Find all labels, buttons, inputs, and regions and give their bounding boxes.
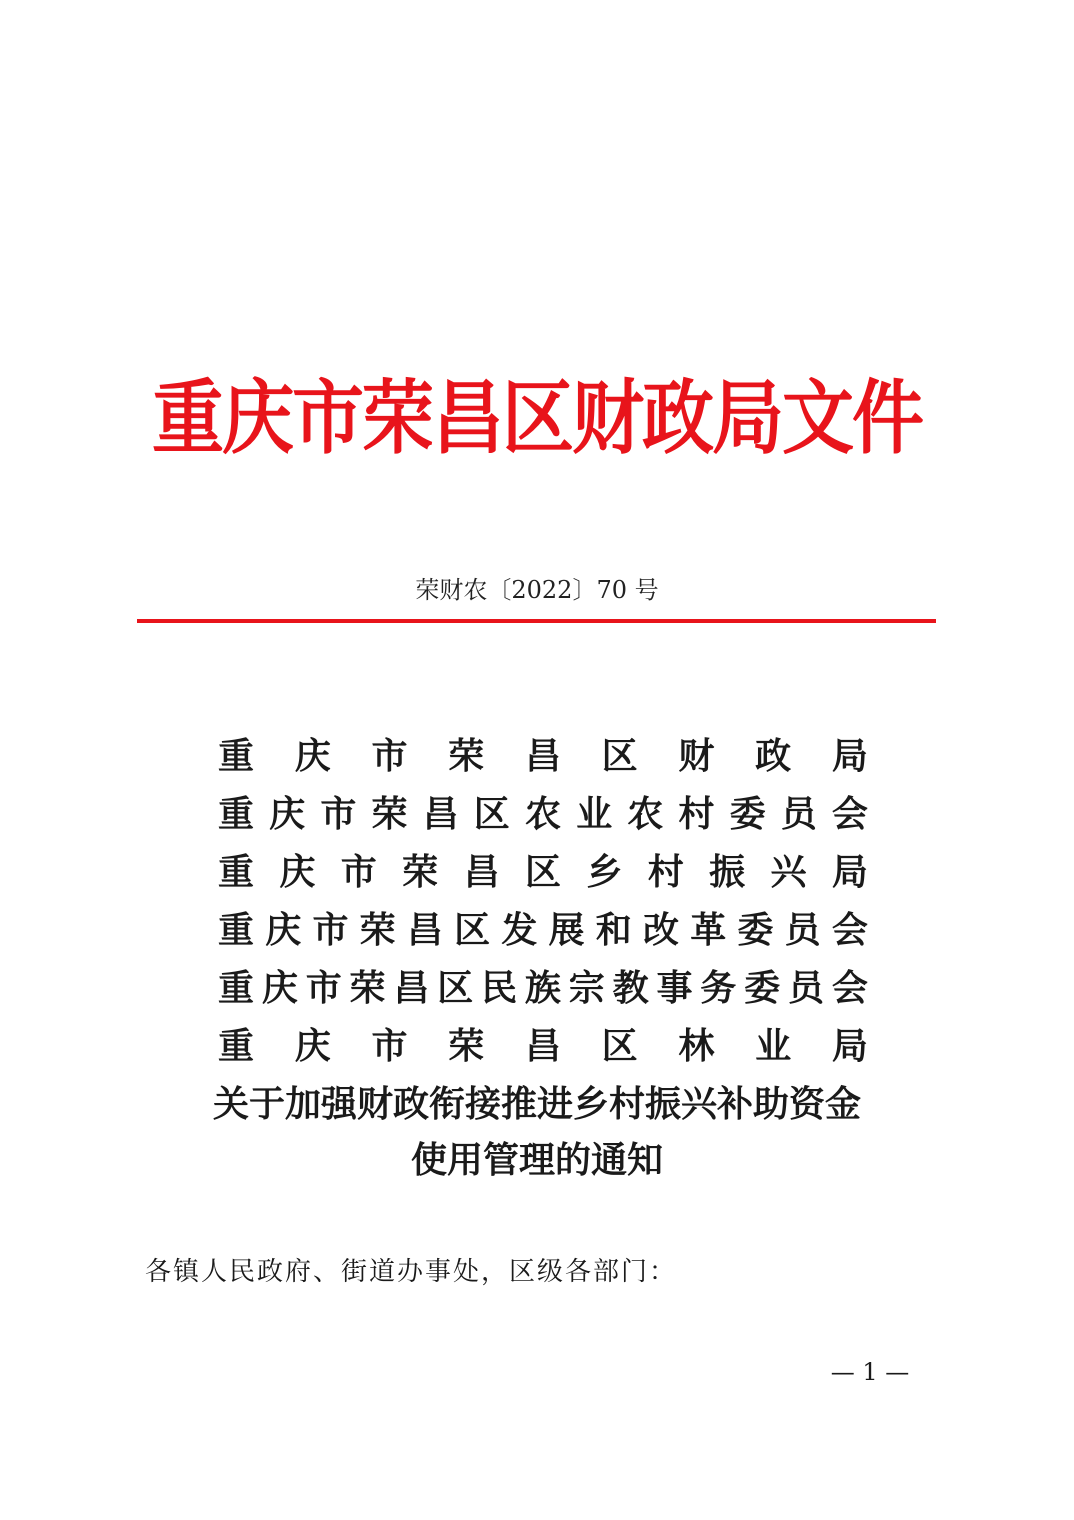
issuer-char: 荣 [371, 793, 408, 835]
issuer-char: 业 [755, 1025, 792, 1067]
issuer-char: 委 [729, 793, 766, 835]
issuer-char: 昌 [524, 1025, 561, 1067]
issuer-line [218, 959, 868, 1017]
issuer-char: 荣 [359, 909, 396, 951]
issuer-char: 会 [831, 909, 868, 951]
issuer-char: 庆 [294, 1025, 331, 1067]
issuer-char: 村 [647, 851, 684, 893]
issuer-char: 政 [755, 735, 792, 777]
issuer-char: 员 [780, 793, 817, 835]
issuer-char: 村 [678, 793, 715, 835]
issuer-char: 昌 [393, 967, 430, 1009]
issuer-char: 市 [320, 793, 357, 835]
issuer-char: 务 [700, 967, 737, 1009]
issuer-char: 教 [612, 967, 649, 1009]
issuer-char: 林 [678, 1025, 715, 1067]
document-title [137, 1076, 937, 1188]
issuer-char: 兴 [770, 851, 807, 893]
page-number: — 1 — [830, 1358, 910, 1386]
issuer-char: 农 [627, 793, 664, 835]
issuer-char: 族 [524, 967, 561, 1009]
issuer-char: 民 [481, 967, 518, 1009]
issuer-char: 会 [831, 793, 868, 835]
issuer-line [218, 901, 868, 959]
issuing-agencies [218, 727, 868, 1075]
red-divider-line [137, 619, 936, 623]
issuer-line [218, 727, 868, 785]
issuer-char: 区 [473, 793, 510, 835]
issuer-char: 革 [690, 909, 727, 951]
issuer-char: 区 [601, 1025, 638, 1067]
document-title-line-1: 关于加强财政衔接推进乡村振兴补助资金 [212, 1083, 861, 1125]
issuer-char: 乡 [586, 851, 623, 893]
issuer-char: 重 [218, 967, 255, 1009]
issuer-char: 委 [744, 967, 781, 1009]
issuer-char: 庆 [269, 793, 306, 835]
issuer-char: 区 [437, 967, 474, 1009]
issuer-char: 庆 [279, 851, 316, 893]
document-number: 荣财农〔2022〕70 号 [415, 576, 659, 604]
issuer-char: 重 [218, 793, 255, 835]
issuer-char: 重 [218, 909, 255, 951]
issuer-char: 改 [642, 909, 679, 951]
issuer-char: 和 [595, 909, 632, 951]
issuer-char: 市 [371, 1025, 408, 1067]
issuer-line [218, 843, 868, 901]
issuer-char: 局 [831, 851, 868, 893]
issuer-char: 市 [312, 909, 349, 951]
issuer-char: 庆 [294, 735, 331, 777]
issuer-char: 局 [831, 735, 868, 777]
issuer-char: 委 [737, 909, 774, 951]
issuer-char: 农 [524, 793, 561, 835]
issuer-char: 昌 [422, 793, 459, 835]
issuer-char: 重 [218, 1025, 255, 1067]
issuer-char: 区 [524, 851, 561, 893]
issuer-char: 重 [218, 735, 255, 777]
issuer-char: 市 [340, 851, 377, 893]
masthead-title: 重庆市荣昌区财政局文件 [151, 370, 922, 466]
issuer-char: 员 [784, 909, 821, 951]
issuer-char: 昌 [524, 735, 561, 777]
issuer-char: 市 [371, 735, 408, 777]
issuer-char: 重 [218, 851, 255, 893]
issuer-line [218, 1017, 868, 1075]
issuer-char: 荣 [448, 1025, 485, 1067]
issuer-char: 财 [678, 735, 715, 777]
issuer-char: 昌 [406, 909, 443, 951]
issuer-char: 荣 [349, 967, 386, 1009]
issuer-char: 庆 [265, 909, 302, 951]
issuer-char: 员 [787, 967, 824, 1009]
issuer-char: 区 [454, 909, 491, 951]
issuer-char: 区 [601, 735, 638, 777]
issuer-char: 荣 [448, 735, 485, 777]
salutation: 各镇人民政府、街道办事处，区级各部门： [145, 1257, 678, 1287]
issuer-char: 局 [831, 1025, 868, 1067]
issuer-char: 昌 [463, 851, 500, 893]
issuer-char: 业 [576, 793, 613, 835]
issuer-char: 荣 [402, 851, 439, 893]
issuer-char: 振 [709, 851, 746, 893]
issuer-char: 庆 [261, 967, 298, 1009]
issuer-char: 展 [548, 909, 585, 951]
issuer-char: 会 [831, 967, 868, 1009]
issuer-char: 市 [305, 967, 342, 1009]
issuer-char: 事 [656, 967, 693, 1009]
issuer-line [218, 785, 868, 843]
document-title-line-2: 使用管理的通知 [410, 1139, 663, 1181]
issuer-char: 发 [501, 909, 538, 951]
issuer-char: 宗 [568, 967, 605, 1009]
